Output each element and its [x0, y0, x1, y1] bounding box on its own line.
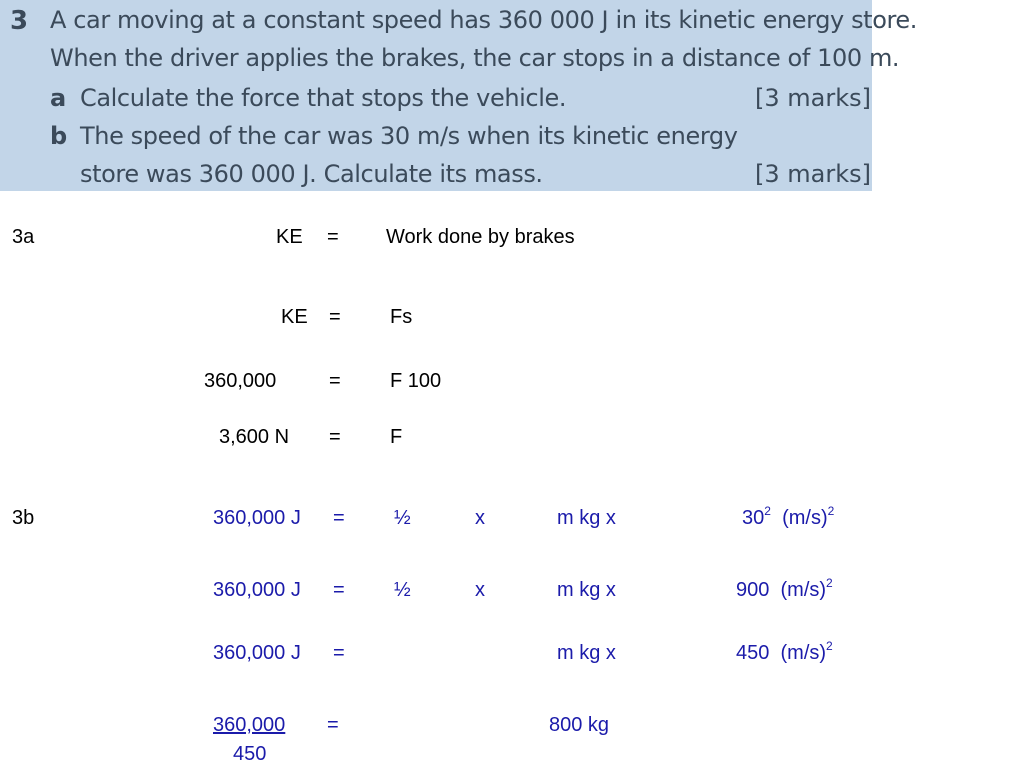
b-row3-lhs: 360,000 J	[213, 642, 301, 664]
part-b-question-line-2: store was 360 000 J. Calculate its mass.	[80, 160, 543, 188]
a-row1-rhs: Work done by brakes	[386, 226, 575, 248]
b-row1-times: x	[475, 507, 485, 529]
b-row4-eq: =	[327, 714, 339, 736]
b-row2-eq: =	[333, 579, 345, 601]
b-row2-lhs: 360,000 J	[213, 579, 301, 601]
a-row4-lhs: 3,600 N	[219, 426, 290, 448]
b-row2-times: x	[475, 579, 485, 601]
part-b-marks: [3 marks]	[755, 160, 871, 188]
question-line-2: When the driver applies the brakes, the car stops in a distance of 100 m.	[50, 44, 900, 72]
question-line-1: A car moving at a constant speed has 360 000 J in its kinetic energy store.	[50, 6, 918, 34]
part-a-answer-label: 3a	[12, 226, 35, 248]
b-row4-numerator: 360,000	[213, 714, 286, 736]
question-panel	[0, 0, 918, 191]
b-row1-lhs: 360,000 J	[213, 507, 301, 529]
b-row3-eq: =	[333, 642, 345, 664]
b-row1-half: ½	[394, 507, 411, 529]
a-row3-lhs: 360,000	[204, 370, 277, 392]
question-number: 3	[10, 6, 29, 36]
part-b-answer-label: 3b	[12, 507, 35, 529]
a-row3-eq: =	[329, 370, 341, 392]
b-row2-mass: m kg x	[557, 579, 616, 601]
b-row3-speed: 450 $(m/s)^2$	[736, 639, 833, 664]
b-row1-eq: =	[333, 507, 345, 529]
a-row4-eq: =	[329, 426, 341, 448]
b-row2-speed: 900 $(m/s)^2$	[736, 576, 833, 601]
b-row3-mass: m kg x	[557, 642, 616, 664]
a-row2-eq: =	[329, 306, 341, 328]
a-row1-eq: =	[327, 226, 339, 248]
part-b-question-line-1: The speed of the car was 30 m/s when its kinetic energy	[80, 122, 738, 150]
b-row1-speed: $30^2$ $(m/s)^2$	[742, 504, 835, 529]
b-row4-result: 800 kg	[549, 714, 610, 736]
a-row3-rhs: F 100	[390, 370, 442, 392]
a-row1-lhs: KE	[276, 226, 303, 248]
a-row4-rhs: F	[390, 426, 403, 448]
part-b-label: b	[50, 122, 68, 150]
part-a-question: Calculate the force that stops the vehicle.	[80, 84, 567, 112]
a-row2-lhs: KE	[281, 306, 308, 328]
part-a-marks: [3 marks]	[755, 84, 871, 112]
b-row1-mass: m kg x	[557, 507, 616, 529]
b-row2-half: ½	[394, 579, 411, 601]
b-row4-denominator: 450	[233, 743, 267, 765]
part-a-label: a	[50, 84, 67, 112]
a-row2-rhs: Fs	[390, 306, 413, 328]
